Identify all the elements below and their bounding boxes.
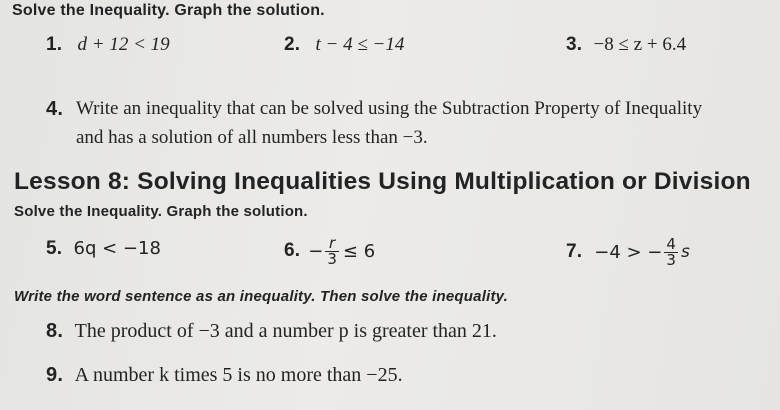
problem-2 bbox=[284, 34, 404, 56]
problem-9-number: 9. bbox=[46, 364, 64, 386]
problem-6-suffix: ≤ 6 bbox=[342, 240, 376, 262]
problem-5-math: 6q < −18 bbox=[73, 238, 161, 259]
problem-8-number: 8. bbox=[46, 320, 64, 342]
problem-3-number: 3. bbox=[566, 34, 583, 55]
problem-4-line-1: Write an inequality that can be solved using the Subtraction Property of Inequality bbox=[76, 98, 703, 119]
problem-7-number: 7. bbox=[566, 241, 583, 262]
problem-6-fraction-denominator: 3 bbox=[327, 249, 337, 268]
problem-6 bbox=[284, 228, 375, 274]
problem-6-fraction bbox=[325, 233, 339, 268]
problem-4-line-2: and has a solution of all numbers less than −3. bbox=[76, 127, 428, 148]
problem-2-math: t − 4 ≤ −14 bbox=[315, 34, 405, 55]
problem-6-prefix: − bbox=[308, 240, 324, 262]
problem-2-number: 2. bbox=[284, 34, 301, 55]
problem-6-number: 6. bbox=[284, 240, 301, 261]
problem-7-suffix: s bbox=[680, 242, 690, 262]
problem-1-number: 1. bbox=[46, 34, 63, 55]
problem-1 bbox=[46, 34, 170, 56]
problem-5 bbox=[46, 238, 161, 260]
problem-9-text: A number k times 5 is no more than −25. bbox=[74, 364, 403, 386]
problem-7-fraction bbox=[664, 234, 678, 269]
problem-5-number: 5. bbox=[46, 238, 63, 259]
problem-7 bbox=[566, 229, 690, 275]
problem-8 bbox=[46, 320, 497, 343]
problem-7-fraction-denominator: 3 bbox=[666, 250, 676, 269]
instructions-top: Solve the Inequality. Graph the solution. bbox=[12, 2, 325, 19]
instructions-lesson: Solve the Inequality. Graph the solution. bbox=[14, 203, 308, 220]
problem-1-math: d + 12 < 19 bbox=[77, 34, 170, 55]
problem-6-fraction-numerator: r bbox=[325, 236, 339, 252]
problem-8-text: The product of −3 and a number p is greater than 21. bbox=[74, 320, 497, 342]
lesson-title: Lesson 8: Solving Inequalities Using Multiplication or Division bbox=[14, 168, 751, 195]
problem-9 bbox=[46, 364, 403, 387]
problem-3 bbox=[566, 34, 686, 56]
problem-3-math: −8 ≤ z + 6.4 bbox=[593, 34, 687, 55]
word-instructions: Write the word sentence as an inequality. Then solve the inequality. bbox=[14, 288, 508, 305]
problem-7-prefix: −4 > − bbox=[594, 241, 663, 263]
problem-4-number: 4. bbox=[46, 98, 64, 120]
problem-7-fraction-numerator: 4 bbox=[666, 234, 676, 253]
